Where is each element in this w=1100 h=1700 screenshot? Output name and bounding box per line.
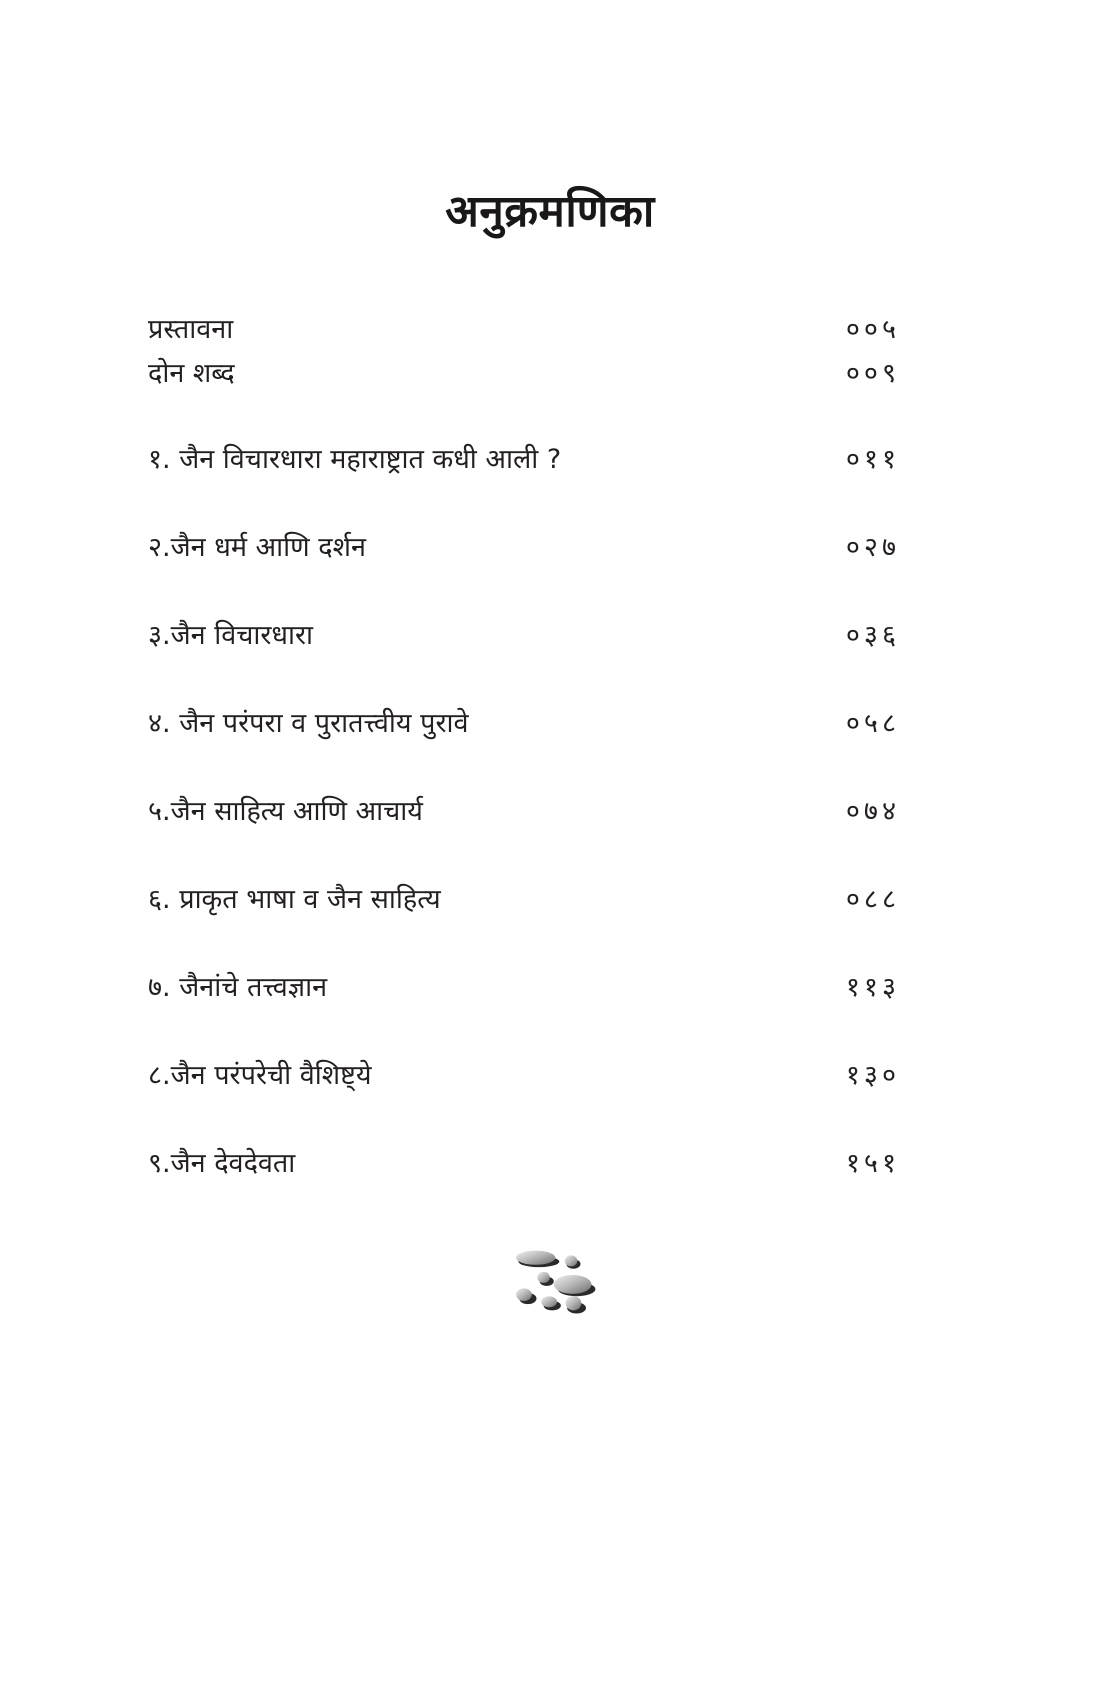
toc-entry-chapter-2[interactable] bbox=[148, 528, 900, 568]
toc-entry-title: प्रस्तावना bbox=[148, 314, 234, 345]
toc-entry-title: १. जैन विचारधारा महाराष्ट्रात कधी आली ? bbox=[148, 444, 562, 475]
toc-entry-page: ०५८ bbox=[845, 708, 900, 739]
toc-entry-page: ००९ bbox=[845, 358, 900, 389]
toc-entry-page: ०२७ bbox=[845, 532, 900, 563]
toc-entry-title: ९.जैन देवदेवता bbox=[148, 1148, 296, 1179]
toc-entry-title: ५.जैन साहित्य आणि आचार्य bbox=[148, 796, 423, 827]
toc-entry-chapter-9[interactable] bbox=[148, 1144, 900, 1184]
toc-entry-preface[interactable] bbox=[148, 310, 900, 350]
toc-entry-page: ०३६ bbox=[845, 620, 900, 651]
toc-entry-chapter-8[interactable] bbox=[148, 1056, 900, 1096]
toc-entry-page: ०७४ bbox=[845, 796, 900, 827]
toc-entry-page: ११३ bbox=[845, 972, 900, 1003]
toc-entry-chapter-7[interactable] bbox=[148, 968, 900, 1008]
toc-entry-page: ०८८ bbox=[845, 884, 900, 915]
toc-entry-chapter-6[interactable] bbox=[148, 880, 900, 920]
stones-ornament-icon bbox=[498, 1235, 608, 1315]
toc-entry-page: ००५ bbox=[845, 314, 900, 345]
toc-entry-foreword[interactable] bbox=[148, 354, 900, 394]
toc-entry-chapter-5[interactable] bbox=[148, 792, 900, 832]
toc-entry-title: ७. जैनांचे तत्त्वज्ञान bbox=[148, 972, 328, 1003]
toc-entry-title: ३.जैन विचारधारा bbox=[148, 620, 314, 651]
toc-entry-page: १५१ bbox=[845, 1148, 900, 1179]
toc-entry-title: ६. प्राकृत भाषा व जैन साहित्य bbox=[148, 884, 441, 915]
toc-entry-title: २.जैन धर्म आणि दर्शन bbox=[148, 532, 366, 563]
toc-entry-page: ०११ bbox=[845, 444, 900, 475]
toc-entry-page: १३० bbox=[845, 1060, 900, 1091]
toc-entry-title: ८.जैन परंपरेची वैशिष्ट्ये bbox=[148, 1060, 372, 1091]
page-title: अनुक्रमणिका bbox=[445, 186, 655, 238]
toc-entry-chapter-1[interactable] bbox=[148, 440, 900, 480]
toc-entry-chapter-3[interactable] bbox=[148, 616, 900, 656]
toc-entry-title: दोन शब्द bbox=[148, 358, 235, 389]
toc-entry-chapter-4[interactable] bbox=[148, 704, 900, 744]
toc-entry-title: ४. जैन परंपरा व पुरातत्त्वीय पुरावे bbox=[148, 708, 469, 739]
